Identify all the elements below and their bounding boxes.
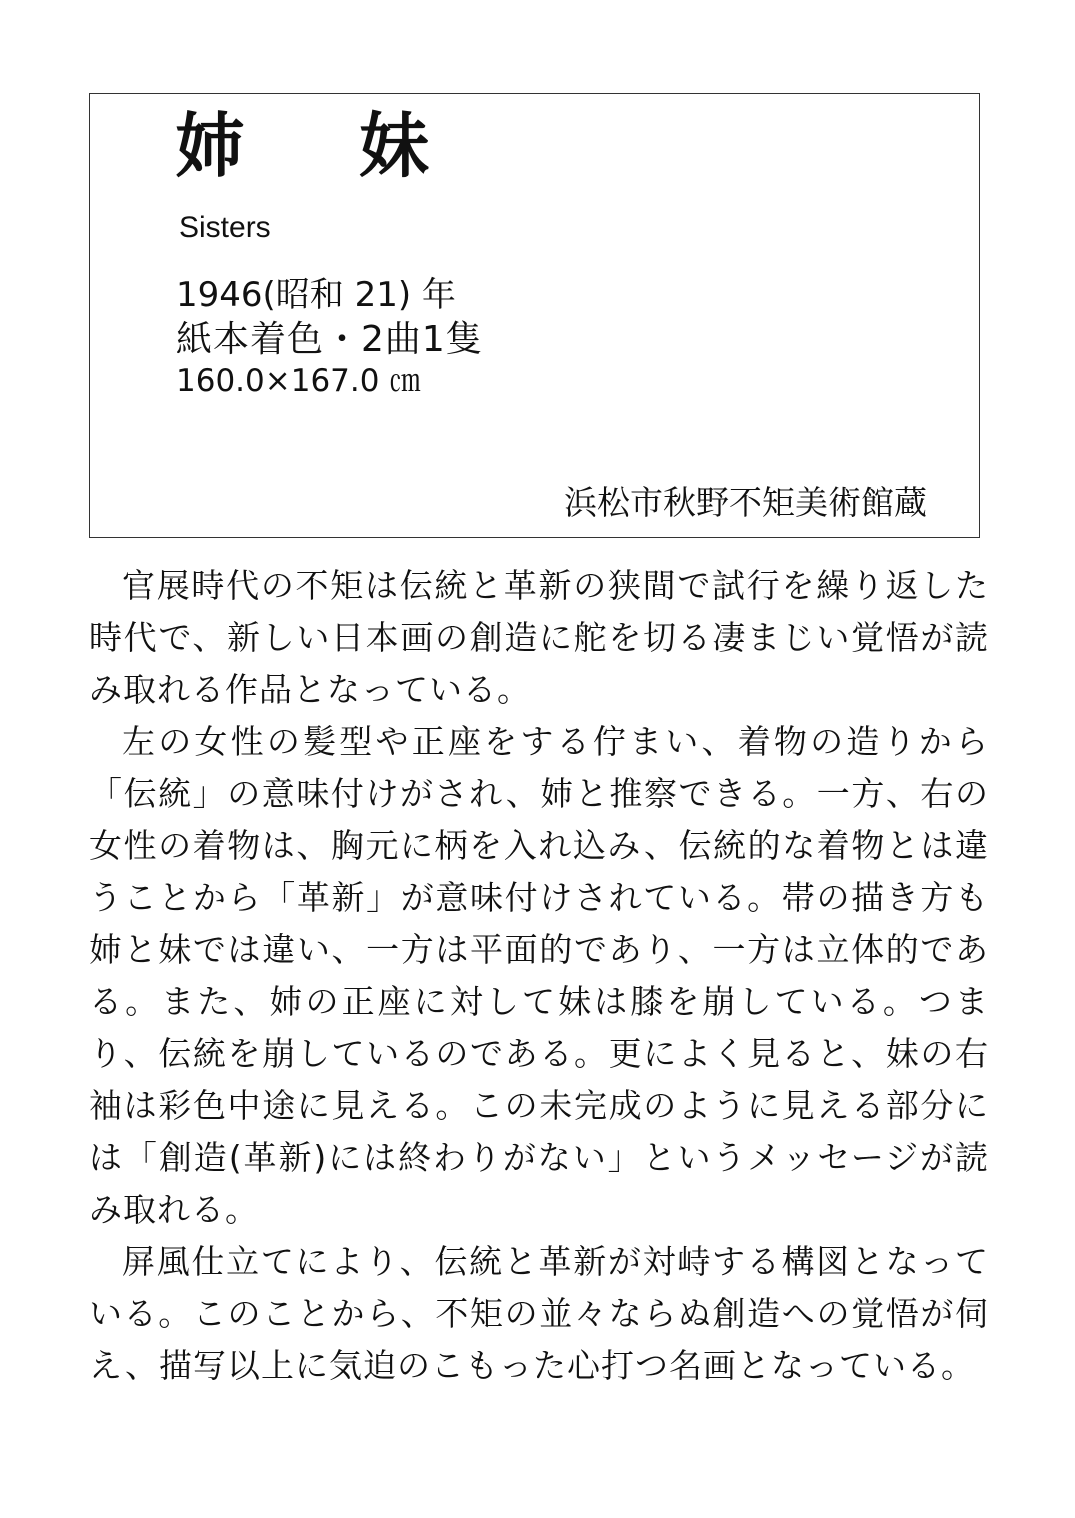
commentary-paragraph: 屏風仕立てにより、伝統と革新が対峙する構図となっている。このことから、不矩の並々ならぬ創造への覚悟が伺え、描写以上に気迫のこもった心打つ名画となっている。 [89, 1242, 989, 1385]
artwork-dimensions: 160.0×167.0 ㎝ [176, 362, 421, 399]
commentary-paragraph: 左の女性の髪型や正座をする佇まい、着物の造りから「伝統」の意味付けがされ、姉と推察できる。一方、右の女性の着物は、胸元に柄を入れ込み、伝統的な着物とは違うことから「革新」が意味付けされている。帯の描き方も姉と妹では違い、一方は平面的であり、一方は立体的である。また、姉の正座に対して妹は膝を崩している。つまり、伝統を崩しているのである。更によく見ると、妹の右袖は彩色中途に見える。この未完成のように見える部分には「創造(革新)には終わりがない」というメッセージが読み取れる。 [89, 722, 990, 1229]
collection-credit: 浜松市秋野不矩美術館蔵 [564, 483, 927, 522]
artwork-details [176, 274, 483, 400]
commentary-text [89, 560, 989, 1392]
artwork-label [89, 93, 980, 538]
commentary-paragraph: 官展時代の不矩は伝統と革新の狭間で試行を繰り返した時代で、新しい日本画の創造に舵を切る凄まじい覚悟が読み取れる作品となっている。 [89, 566, 989, 709]
artwork-medium: 紙本着色・2曲1隻 [176, 318, 483, 360]
artwork-date: 1946(昭和 21) 年 [176, 275, 456, 315]
artwork-title-english: Sisters [179, 211, 271, 244]
artwork-title: 姉 妹 [175, 105, 451, 187]
